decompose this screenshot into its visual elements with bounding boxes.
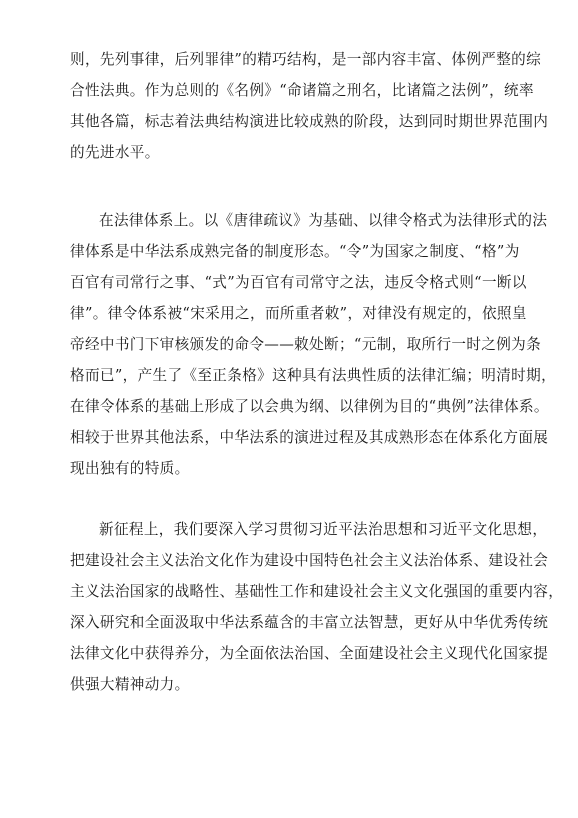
text-line: 帝经中书门下审核颁发的命令——敕处断；“元制，取所行一时之例为条: [70, 336, 542, 353]
text-line: 在法律体系上。以《唐律疏议》为基础、以律令格式为法律形式的法: [99, 212, 548, 229]
text-line: 把建设社会主义法治文化作为建设中国特色社会主义法治体系、建设社会: [70, 552, 549, 569]
text-line: 合性法典。作为总则的《名例》“命诸篇之刑名，比诸篇之法例”，统率: [70, 82, 534, 99]
text-line: 的先进水平。: [70, 144, 160, 161]
text-line: 律体系是中华法系成熟完备的制度形态。“令”为国家之制度、“格”为: [70, 243, 520, 260]
text-line: 在律令体系的基础上形成了以会典为纲、以律例为目的“典例”法律体系。: [70, 398, 549, 415]
text-line: 则，先列事律，后列罪律”的精巧结构，是一部内容丰富、体例严整的综: [70, 51, 542, 68]
text-line: 供强大精神动力。: [70, 676, 190, 693]
text-line: 现出独有的特质。: [70, 460, 190, 477]
text-line: 深入研究和全面汲取中华法系蕴含的丰富立法智慧，更好从中华优秀传统: [70, 614, 549, 631]
text-line: 律”。律令体系被“宋采用之，而所重者敕”，对律没有规定的，依照皇: [70, 305, 527, 322]
text-line: 新征程上，我们要深入学习贯彻习近平法治思想和习近平文化思想，: [99, 521, 548, 538]
text-line: 格而已”，产生了《至正条格》这种具有法典性质的法律汇编；明清时期，: [70, 367, 557, 384]
text-line: 主义法治国家的战略性、基础性工作和建设社会主义文化强国的重要内容，: [70, 583, 564, 600]
text-line: 相较于世界其他法系，中华法系的演进过程及其成熟形态在体系化方面展: [70, 429, 549, 446]
text-line: 法律文化中获得养分，为全面依法治国、全面建设社会主义现代化国家提: [70, 645, 549, 662]
text-line: 百官有司常行之事、“式”为百官有司常守之法，违反令格式则“一断以: [70, 274, 527, 291]
text-line: 其他各篇，标志着法典结构演进比较成熟的阶段，达到同时期世界范围内: [70, 113, 549, 130]
